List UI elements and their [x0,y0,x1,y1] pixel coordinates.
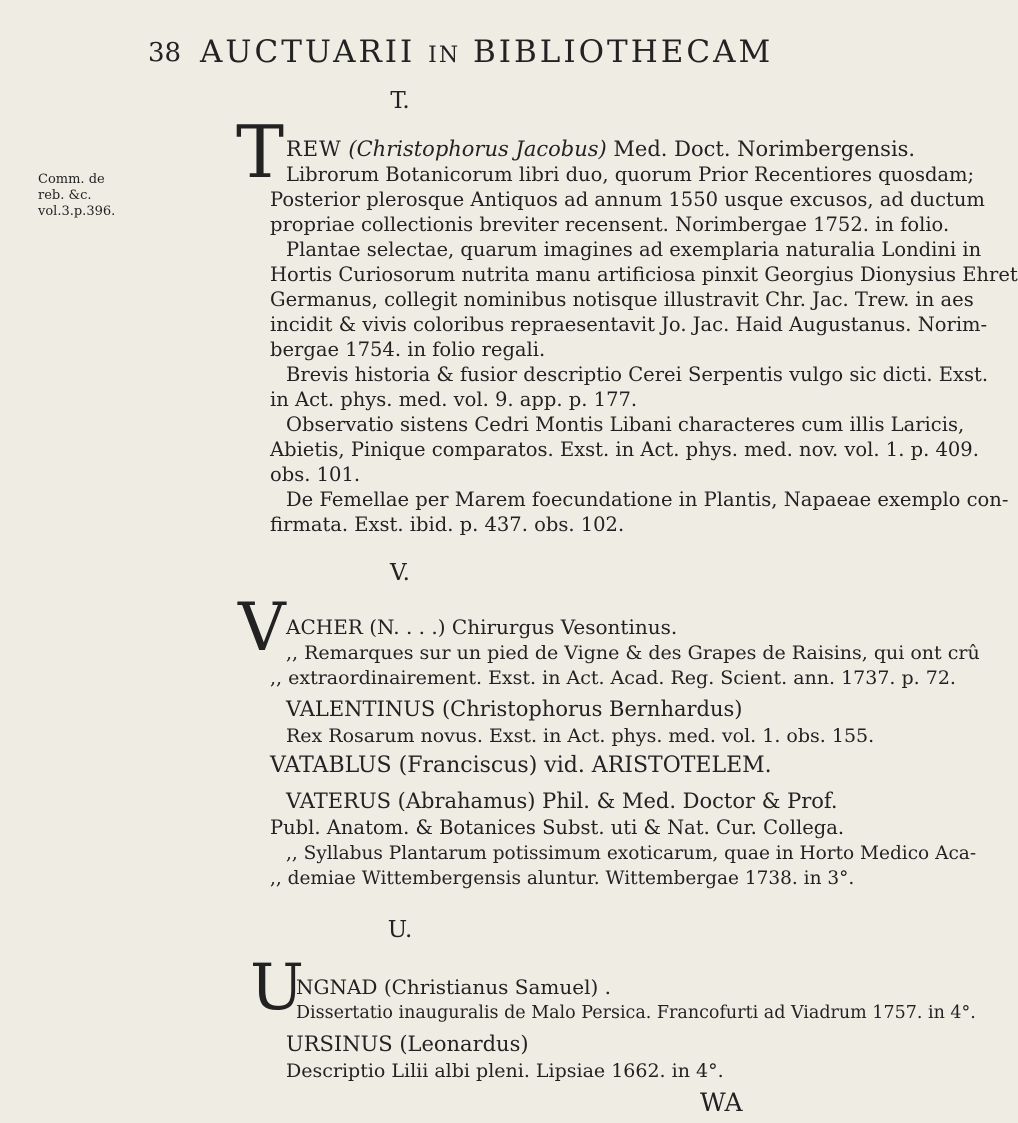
entry-heading-vaterus: VATERUS (Abrahamus) Phil. & Med. Doctor & Prof. [286,789,838,813]
text-line: Abietis, Pinique comparatos. Exst. in Act. phys. med. nov. vol. 1. p. 409. [270,438,979,461]
entry-heading-vatablus: VATABLUS (Franciscus) vid. ARISTOTELEM. [270,753,772,778]
margin-note: Comm. de reb. &c. vol.3.p.396. [38,172,116,219]
entry-heading-ursinus: URSINUS (Leonardus) [286,1032,529,1056]
section-letter-t: T. [390,88,410,114]
text-line: obs. 101. [270,463,361,486]
text-line: Plantae selectae, quarum imagines ad exemplaria naturalia Londini in [286,238,982,261]
text-line: Librorum Botanicorum libri duo, quorum Prior Recentiores quosdam; [286,163,975,186]
text-line: Posterior plerosque Antiquos ad annum 1550 usque excusos, ad ductum [270,188,985,211]
text-line: Observatio sistens Cedri Montis Libani characteres cum illis Laricis, [286,413,965,436]
text-line: ,, Remarques sur un pied de Vigne & des Grapes de Raisins, qui ont crû [286,642,980,664]
running-header [0,34,800,74]
text-line: in Act. phys. med. vol. 9. app. p. 177. [270,388,638,411]
section-letter-v: V. [390,560,410,586]
entry-heading-vacher: ACHER (N. . . .) Chirurgus Vesontinus. [286,615,678,639]
text-line: Dissertatio inauguralis de Malo Persica. Francofurti ad Viadrum 1757. in 4°. [296,1003,976,1023]
dropcap-t: T [236,110,285,194]
catchword: WA [700,1088,743,1117]
entry-heading-valentinus: VALENTINUS (Christophorus Bernhardus) [286,697,743,721]
page-number: 38 [148,38,182,68]
dropcap-v: V [238,589,286,666]
text-line: bergae 1754. in folio regali. [270,338,546,361]
text-line: Germanus, collegit nominibus notisque illustravit Chr. Jac. Trew. in aes [270,288,974,311]
text-line: Hortis Curiosorum nutrita manu artificiosa pinxit Georgius Dionysius Ehret [270,263,1018,286]
text-line: Descriptio Lilii albi pleni. Lipsiae 1662. in 4°. [286,1060,724,1082]
text-line: Rex Rosarum novus. Exst. in Act. phys. med. vol. 1. obs. 155. [286,725,875,747]
text-line: De Femellae per Marem foecundatione in Plantis, Napaeae exemplo con- [286,488,1009,511]
text-line: firmata. Exst. ibid. p. 437. obs. 102. [270,513,625,536]
text-line: ,, demiae Wittembergensis aluntur. Wittembergae 1738. in 3°. [270,868,855,889]
running-title: AUCTUARII IN BIBLIOTHECAM [200,34,774,70]
entry-heading-ungnad: NGNAD (Christianus Samuel) . [296,975,611,999]
entry-heading-trew: REW (Christophorus Jacobus) Med. Doct. Norimbergensis. [286,137,916,161]
section-letter-u: U. [387,917,413,943]
text-line: Publ. Anatom. & Botanices Subst. uti & Nat. Cur. Collega. [270,816,845,839]
text-line: ,, extraordinairement. Exst. in Act. Acad. Reg. Scient. ann. 1737. p. 72. [270,667,956,689]
text-line: incidit & vivis coloribus repraesentavit Jo. Jac. Haid Augustanus. Norim- [270,313,988,336]
text-line: propriae collectionis breviter recensent. Norimbergae 1752. in folio. [270,213,950,236]
text-line: Brevis historia & fusior descriptio Cerei Serpentis vulgo sic dicti. Exst. [286,363,989,386]
dropcap-u: U [250,951,304,1025]
text-line: ,, Syllabus Plantarum potissimum exoticarum, quae in Horto Medico Aca- [286,843,977,864]
